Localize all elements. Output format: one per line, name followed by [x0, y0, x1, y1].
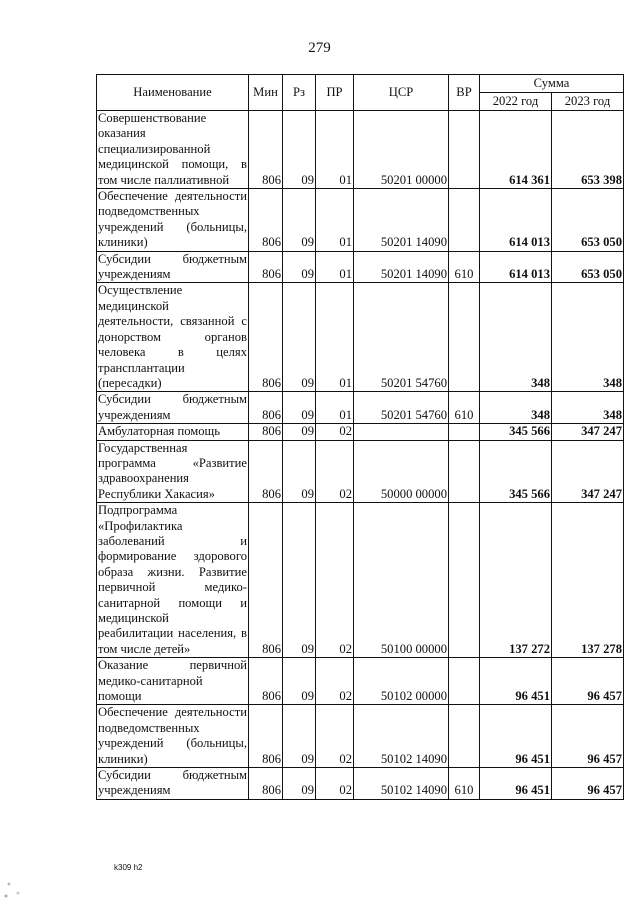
- header-vr: ВР: [449, 75, 480, 111]
- cell-pr: 02: [316, 440, 354, 503]
- scan-speckle: [0, 872, 30, 902]
- cell-rz: 09: [283, 111, 316, 189]
- table-row: [97, 440, 624, 503]
- cell-csr: 50102 14090: [354, 768, 449, 800]
- table-row: [97, 111, 624, 189]
- header-sum: Сумма: [480, 75, 624, 93]
- cell-sum-2023: 96 457: [552, 768, 624, 800]
- cell-vr: [449, 189, 480, 252]
- cell-sum-2022: 614 013: [480, 189, 552, 252]
- cell-rz: 09: [283, 768, 316, 800]
- cell-vr: [449, 424, 480, 440]
- table-row: [97, 251, 624, 283]
- cell-name: Государственная программа «Развитие здравоохранения Республики Хакасия»: [98, 440, 247, 501]
- cell-vr: 610: [449, 392, 480, 424]
- table-row: [97, 424, 624, 440]
- cell-rz: 09: [283, 283, 316, 392]
- header-year-2023: 2023 год: [552, 93, 624, 111]
- cell-min: 806: [249, 111, 283, 189]
- cell-sum-2022: 614 361: [480, 111, 552, 189]
- cell-vr: [449, 705, 480, 768]
- cell-csr: 50201 00000: [354, 111, 449, 189]
- cell-pr: 01: [316, 111, 354, 189]
- cell-csr: 50201 14090: [354, 189, 449, 252]
- cell-name: Обеспечение деятельности подведомственных учреждений (больницы, клиники): [98, 189, 247, 250]
- cell-min: 806: [249, 440, 283, 503]
- cell-rz: 09: [283, 658, 316, 705]
- header-year-2022: 2022 год: [480, 93, 552, 111]
- cell-csr: 50102 14090: [354, 705, 449, 768]
- cell-min: 806: [249, 768, 283, 800]
- cell-name: Подпрограмма «Профилактика заболеваний и формирование здорового образа жизни. Развитие первичной медико-санитарной помощи и медицинской реабилитации населения, в том числе детей»: [98, 503, 247, 656]
- document-code: k309 h2: [114, 863, 143, 872]
- header-csr: ЦСР: [354, 75, 449, 111]
- cell-sum-2023: 96 457: [552, 705, 624, 768]
- cell-sum-2023: 96 457: [552, 658, 624, 705]
- table-row: [97, 705, 624, 768]
- cell-pr: 01: [316, 251, 354, 283]
- cell-min: 806: [249, 705, 283, 768]
- cell-rz: 09: [283, 424, 316, 440]
- cell-sum-2023: 347 247: [552, 440, 624, 503]
- cell-pr: 02: [316, 503, 354, 658]
- cell-min: 806: [249, 283, 283, 392]
- cell-sum-2022: 614 013: [480, 251, 552, 283]
- cell-csr: 50201 14090: [354, 251, 449, 283]
- table-body: [97, 111, 624, 800]
- cell-name: Амбулаторная помощь: [97, 424, 249, 440]
- cell-csr: 50102 00000: [354, 658, 449, 705]
- cell-csr: 50100 00000: [354, 503, 449, 658]
- cell-vr: 610: [449, 251, 480, 283]
- cell-vr: [449, 503, 480, 658]
- cell-vr: [449, 440, 480, 503]
- cell-sum-2023: 653 050: [552, 189, 624, 252]
- cell-sum-2023: 653 050: [552, 251, 624, 283]
- cell-pr: 01: [316, 283, 354, 392]
- table-row: [97, 658, 624, 705]
- cell-vr: [449, 658, 480, 705]
- cell-rz: 09: [283, 503, 316, 658]
- cell-pr: 01: [316, 189, 354, 252]
- cell-sum-2023: 347 247: [552, 424, 624, 440]
- cell-sum-2022: 96 451: [480, 705, 552, 768]
- cell-min: 806: [249, 424, 283, 440]
- cell-sum-2023: 348: [552, 283, 624, 392]
- cell-name: Осуществление медицинской деятельности, связанной с донорством органов человека в целях трансплантации (пересадки): [98, 283, 247, 390]
- cell-pr: 02: [316, 768, 354, 800]
- cell-sum-2023: 653 398: [552, 111, 624, 189]
- cell-sum-2022: 96 451: [480, 658, 552, 705]
- cell-name: Совершенствование оказания специализированной медицинской помощи, в том числе паллиативной: [98, 111, 247, 187]
- table-row: [97, 283, 624, 392]
- cell-min: 806: [249, 251, 283, 283]
- header-rz: Рз: [283, 75, 316, 111]
- cell-sum-2022: 345 566: [480, 424, 552, 440]
- budget-table: [96, 74, 624, 800]
- cell-csr: [354, 424, 449, 440]
- cell-vr: 610: [449, 768, 480, 800]
- cell-pr: 01: [316, 392, 354, 424]
- cell-rz: 09: [283, 189, 316, 252]
- cell-csr: 50201 54760: [354, 392, 449, 424]
- cell-pr: 02: [316, 705, 354, 768]
- cell-sum-2022: 137 272: [480, 503, 552, 658]
- cell-rz: 09: [283, 251, 316, 283]
- cell-rz: 09: [283, 705, 316, 768]
- cell-sum-2023: 348: [552, 392, 624, 424]
- cell-min: 806: [249, 189, 283, 252]
- cell-min: 806: [249, 503, 283, 658]
- cell-vr: [449, 111, 480, 189]
- header-min: Мин: [249, 75, 283, 111]
- table-row: [97, 189, 624, 252]
- header-pr: ПР: [316, 75, 354, 111]
- header-name: Наименование: [97, 75, 249, 111]
- cell-name: Субсидии бюджетным учреждениям: [98, 768, 247, 798]
- table-row: [97, 768, 624, 800]
- cell-sum-2022: 348: [480, 392, 552, 424]
- cell-pr: 02: [316, 424, 354, 440]
- cell-name: Обеспечение деятельности подведомственных учреждений (больницы, клиники): [98, 705, 247, 766]
- cell-sum-2022: 348: [480, 283, 552, 392]
- cell-min: 806: [249, 392, 283, 424]
- cell-vr: [449, 283, 480, 392]
- page-number: 279: [308, 40, 331, 56]
- cell-name: Субсидии бюджетным учреждениям: [98, 251, 247, 282]
- table-row: [97, 392, 624, 424]
- cell-csr: 50201 54760: [354, 283, 449, 392]
- cell-pr: 02: [316, 658, 354, 705]
- cell-sum-2023: 137 278: [552, 503, 624, 658]
- cell-min: 806: [249, 658, 283, 705]
- table-row: [97, 503, 624, 658]
- cell-name: Оказание первичной медико-санитарной помощи: [98, 658, 247, 704]
- cell-name: Субсидии бюджетным учреждениям: [98, 392, 247, 422]
- cell-rz: 09: [283, 392, 316, 424]
- cell-sum-2022: 345 566: [480, 440, 552, 503]
- cell-csr: 50000 00000: [354, 440, 449, 503]
- cell-rz: 09: [283, 440, 316, 503]
- cell-sum-2022: 96 451: [480, 768, 552, 800]
